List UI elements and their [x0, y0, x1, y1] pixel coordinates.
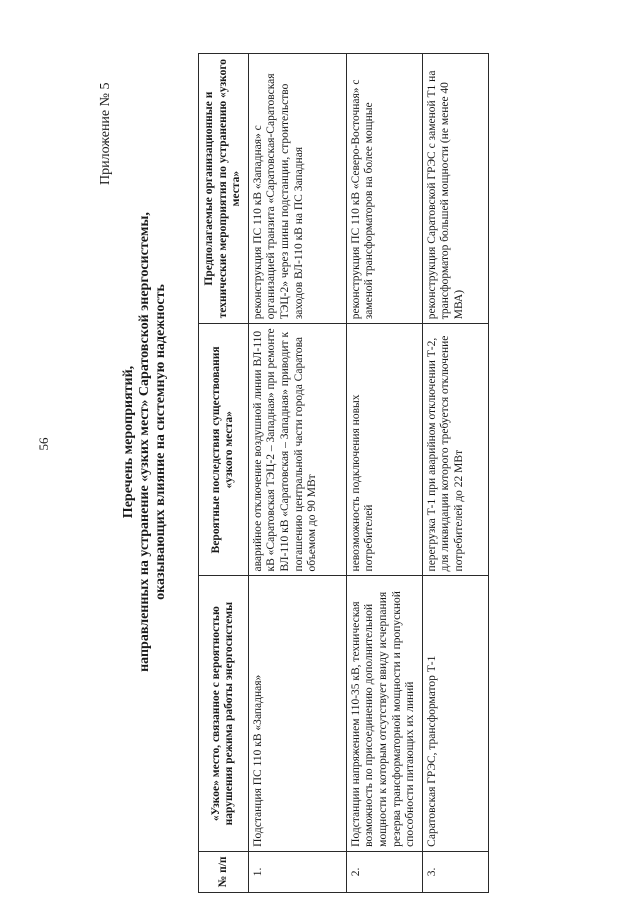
- measures-table: [198, 53, 489, 893]
- header-num: № п/п: [199, 851, 249, 892]
- table-row: [422, 54, 488, 893]
- row-measures: реконструкция Саратовской ГРЭС с заменой Т1 на трансформатор большей мощности (не менее 40 МВА): [422, 54, 488, 324]
- title-line-1: Перечень мероприятий,: [121, 365, 136, 519]
- title-line-3: оказывающих влияние на системную надежность: [153, 284, 168, 600]
- table-row: [346, 54, 422, 893]
- page-number: 56: [36, 437, 51, 451]
- header-place: «Узкое» место, связанное с вероятностью нарушения режима работы энергосистемы: [199, 576, 249, 851]
- table-row: [248, 54, 346, 893]
- row-num: 1.: [248, 851, 346, 892]
- title-line-2: направленных на устранение «узких мест» Саратовской энергосистемы,: [137, 212, 152, 672]
- table-header-row: [199, 54, 249, 893]
- document-title: [121, 99, 169, 785]
- row-measures: реконструкция ПС 110 кВ «Западная» с организацией транзита «Саратовская-Саратовская ТЭЦ-2» через шины подстанции, строительство заходов ВЛ-110 кВ на ПС Западная: [248, 54, 346, 324]
- row-consequences: невозможность подключения новых потребителей: [346, 324, 422, 576]
- header-consequences: Вероятные последствия существования «узкого места»: [199, 324, 249, 576]
- row-consequences: аварийное отключение воздушной линии ВЛ-110 кВ «Саратовская ТЭЦ-2 – Западная» при ремонте ВЛ-110 кВ «Саратовская – Западная» приводит к погашению центральной части города Саратова объемом до 90 МВт: [248, 324, 346, 576]
- row-num: 2.: [346, 851, 422, 892]
- row-place: Подстанция ПС 110 кВ «Западная»: [248, 576, 346, 851]
- row-place: Подстанции напряжением 110-35 кВ, техническая возможность по присоединению дополнительной мощности к которым отсутствует ввиду исчерпания резерва трансформаторной мощности и пропускной способности питающих их линий: [346, 576, 422, 851]
- row-num: 3.: [422, 851, 488, 892]
- row-consequences: перегрузка Т-1 при аварийном отключении Т-2, для ликвидации которого требуется отключение потребителей до 22 МВт: [422, 324, 488, 576]
- header-measures: Предполагаемые организационные и технические мероприятия по устранению «узкого места»: [199, 54, 249, 324]
- row-measures: реконструкция ПС 110 кВ «Северо-Восточная» с заменой трансформаторов на более мощные: [346, 54, 422, 324]
- row-place: Саратовская ГРЭС, трансформатор Т-1: [422, 576, 488, 851]
- appendix-label: Приложение № 5: [98, 82, 113, 185]
